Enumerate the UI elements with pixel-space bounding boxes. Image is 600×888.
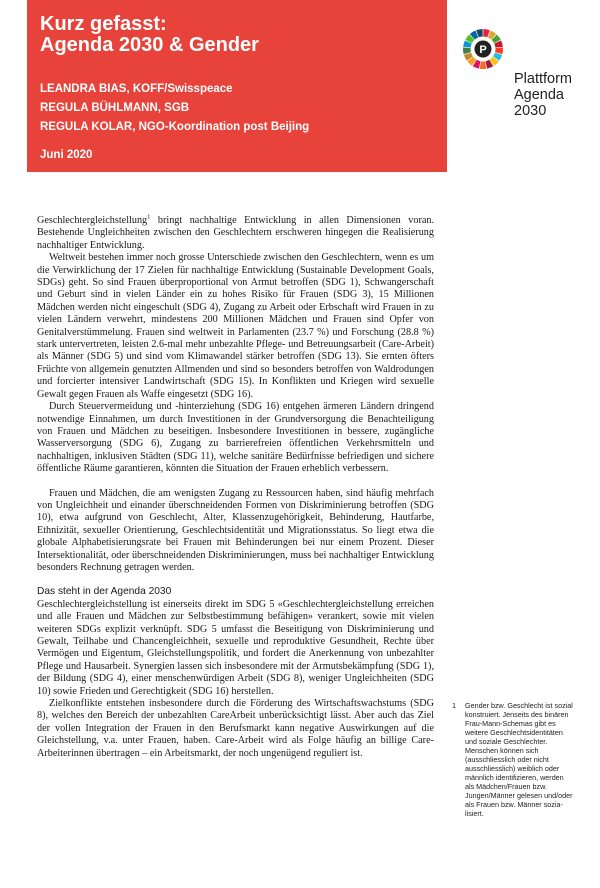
publication-date: Juni 2020 [40,149,93,161]
author-list [40,80,309,137]
brand-line-3: 2030 [514,103,547,119]
logo-letter: P [479,44,487,56]
author-1: LEANDRA BIAS, KOFF/Swisspeace [40,83,233,95]
page-title [40,14,259,56]
plattform-logo-icon [462,28,504,70]
paragraph-4: Frauen und Mädchen, die am wenigsten Zugang zu Ressourcen haben, sind häufig mehrfach von Ungleichheit und einander überschneidenden Formen von Diskriminierung betroffen (SDG 10), etwa aufgrund von Geschlecht, Alter, Klassenzugehörigkeit, Behinderung, Hautfarbe, Ethnizität, sexueller Orientierung, Geschlechtsidentität und Migrationsstatus. So liegt etwa die globale Alphabetisierungsrate bei Frauen mit Behinderungen bei nur einem Prozent. Dieser Intersektionalität, oder überschneidenden Diskriminierungen, muss bei nachhaltiger Entwicklung besonders Rechnung getragen werden. [37,487,434,573]
body-text [37,215,434,760]
paragraph-3: Durch Steuervermeidung und -hinterziehung (SDG 16) entgehen ärmeren Ländern dringend notwendige Einnahmen, um durch Investitionen in der Grundversorgung die Benachteiligung von Frauen und Mädchen zu beseitigen. Insbesondere Investitionen in bessere, zugängliche Wasserversorgung (SDG 6), Zugang zu barrierefreien öffentlichen Verkehrsmitteln und nachhaltigen, inklusiven Städten (SDG 11), welche sanitäre Bedürfnisse befriedigen und sichere öffentliche Räume garantieren, könnten die Situation der Frauen erheblich verbessern. [37,401,434,475]
author-3: REGULA KOLAR, NGO-Koordination post Beijing [40,121,310,133]
section-heading: Das steht in der Agenda 2030 [37,586,172,598]
paragraph-1: Geschlechtergleichstellung$^1$ bringt nachhaltige Entwicklung in allen Dimensionen voran. Bestehende Ungleichheiten zwischen den Geschlechtern erschweren hingegen die Realisierung nachhaltiger Entwicklung. [37,213,434,251]
paragraph-2: Weltweit bestehen immer noch grosse Unterschiede zwischen den Geschlechtern, wenn es um die Verwirklichung der 17 Zielen für nachhaltige Entwicklung (Sustainable Development Goals, SDGs) geht. So sind Frauen überproportional von Armut betroffen (SDG 1), Schwangerschaft und Geburt sind in vielen Länder ein zu hohes Risiko für Frauen (SDG 3), 15 Millionen Mädchen werden nicht eingeschult (SDG 4), Zugang zu Arbeit oder Erbschaft wird Frauen in zu vielen Ländern verwehrt, mindestens 200 Millionen Mädchen und Frauen sind Opfer von Genitalverstümmelung. Frauen sind weltweit in Parlamenten (23.7 %) und Forschung (28.8 %) stark untervertreten, leisten 2.6-mal mehr unbezahlte Pflege- und Betreuungsarbeit (Care-Arbeit) als Männer (SDG 5) und sind vom Klimawandel stärker betroffen (SDG 13). Sie ernten öfters Früchte von allgemein genutzten Allmenden und sind so besonders betroffen von Waldrodungen und forcierter intensiver Landwirtschaft (SDG 15). In Konflikten und Kriegen wird sexuelle Gewalt gegen Frauen als Waffe eingesetzt (SDG 16). [37,252,434,400]
footnote [452,701,574,818]
brand-line-2: Agenda [514,87,564,103]
header-banner [27,0,447,172]
footnote-ref: 1 [147,213,151,221]
footnote-number: 1 [452,701,456,710]
paragraph-5: Geschlechtergleichstellung ist einerseits direkt im SDG 5 «Geschlechtergleichstellung erreichen und alle Frauen und Mädchen zur Selbstbestimmung befähigen» verankert, sowie mit vielen weiteren SDGs explizit verknüpft. SDG 5 umfasst die Beseitigung von Diskriminierung und Gewalt, Teilhabe und Chancengleichheit, sexuelle und reproduktive Gesundheit, Rechte über Vermögen und Eigentum, Gleichstellungspolitik, und fordert die Anerkennung von unbezahlter Pflege und Hausarbeit. Synergien lassen sich insbesondere mit der Armutsbekämpfung (SDG 1), der Bildung (SDG 4), einer menschenwürdigen Arbeit (SDG 8), weniger Ungleichheiten (SDG 10) sowie Frieden und Gerechtigkeit (SDG 16) herstellen. [37,598,434,697]
title-line-1: Kurz gefasst: [40,13,167,35]
footnote-text: Gender bzw. Geschlecht ist sozial konstruiert. Jenseits des binären Frau-Mann-Schemas gibt es weitere Geschlechtsidentitäten und soziale Geschlechter. Menschen können sich (ausschliesslich oder nicht ausschliesslich) weiblich oder männlich identifizieren, werden als Mädchen/Frauen bzw. Jungen/Männer gelesen und/oder als Frauen bzw. Männer sozia- lisiert. [465,701,573,818]
brand-line-1: Plattform [514,71,573,87]
paragraph-6: Zielkonflikte entstehen insbesondere durch die Förderung des Wirtschaftswachstums (SDG 8), welches den Bereich der unbezahlten CareArbeit unberücksichtigt lässt. Aber auch das Ziel der vollen Integration der Frauen in den Berufsmarkt kann negative Auswirkungen auf die Gleichstellung, v.a. unter Frauen, haben. Care-Arbeit wird als Folge häufig an billige Care-Arbeiterinnen übertragen – ein Arbeitsmarkt, der noch ungenügend reguliert ist. [37,698,434,759]
brand-name [514,71,572,119]
title-line-2: Agenda 2030 & Gender [40,34,259,56]
author-2: REGULA BÜHLMANN, SGB [40,102,190,114]
ring-segment [480,61,487,69]
